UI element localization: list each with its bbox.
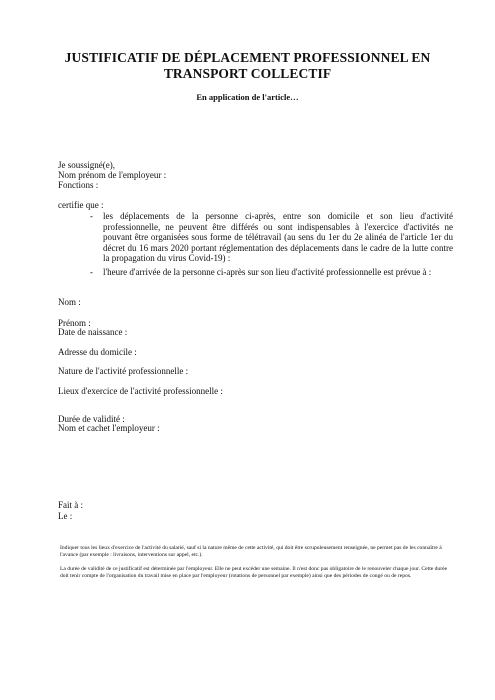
certification-paragraph-1: les déplacements de la personne ci-après, entre son domicile et son lieu d'activité professionnelle, ne peuvent être différés ou sont indispensables à l'exercice d'activités ne pouvant être organisées sous forme de télétravail (au sens du 1er du 2e alinéa de l'article 1er du décret du 16 mars 2020 portant réglementation des déplacements dans le cadre de la lutte contre la propagation du virus Covid-19) : [103,211,453,263]
activity-places-field: Lieux d'exercice de l'activité professionnelle : [58,386,223,396]
signature-date-field: Le : [58,511,73,521]
certifie-label: certifie que : [58,200,104,210]
employee-birthdate-field: Date de naissance : [58,327,128,337]
bullet-dash-1: - [90,211,93,221]
certification-paragraph-2: l'heure d'arrivée de la personne ci-après sur son lieu d'activité professionnelle est prévue à : [103,267,432,277]
signature-place-field: Fait à : [58,500,83,510]
employee-firstname-field: Prénom : [58,318,91,328]
footnote-places: Indiquer tous les lieux d'exercice de l'activité du salarié, sauf si la nature même de cette activité, qui doit être scrupuleusement renseignée, ne permet pas de les connaître à l'avance (par exemple : livraisons, interventions sur appel, etc.). [60,545,442,559]
document-title: JUSTIFICATIF DE DÉPLACEMENT PROFESSIONNEL EN TRANSPORT COLLECTIF [64,50,431,81]
soussigne-line: Je soussigné(e), [58,160,115,170]
employee-lastname-field: Nom : [58,297,81,307]
employer-function-field: Fonctions : [58,180,99,190]
document-subtitle: En application de l'article… [196,92,299,102]
employer-stamp-field: Nom et cachet l'employeur : [58,423,160,433]
footnote-validity: La durée de validité de ce justificatif est déterminée par l'employeur. Elle ne peut excéder une semaine. Il n'est donc pas obligatoire de le renouveler chaque jour. Cette durée doit tenir compte de l'organisation du travail mise en place par l'employeur (rotations de personnel par exemple) ainsi que des périodes de congé ou de repos. [60,566,448,580]
validity-duration-field: Durée de validité : [58,414,125,424]
activity-nature-field: Nature de l'activité professionnelle : [58,366,189,376]
employee-address-field: Adresse du domicile : [58,347,137,357]
employer-name-field: Nom prénom de l'employeur : [58,170,167,180]
bullet-dash-2: - [90,267,93,277]
